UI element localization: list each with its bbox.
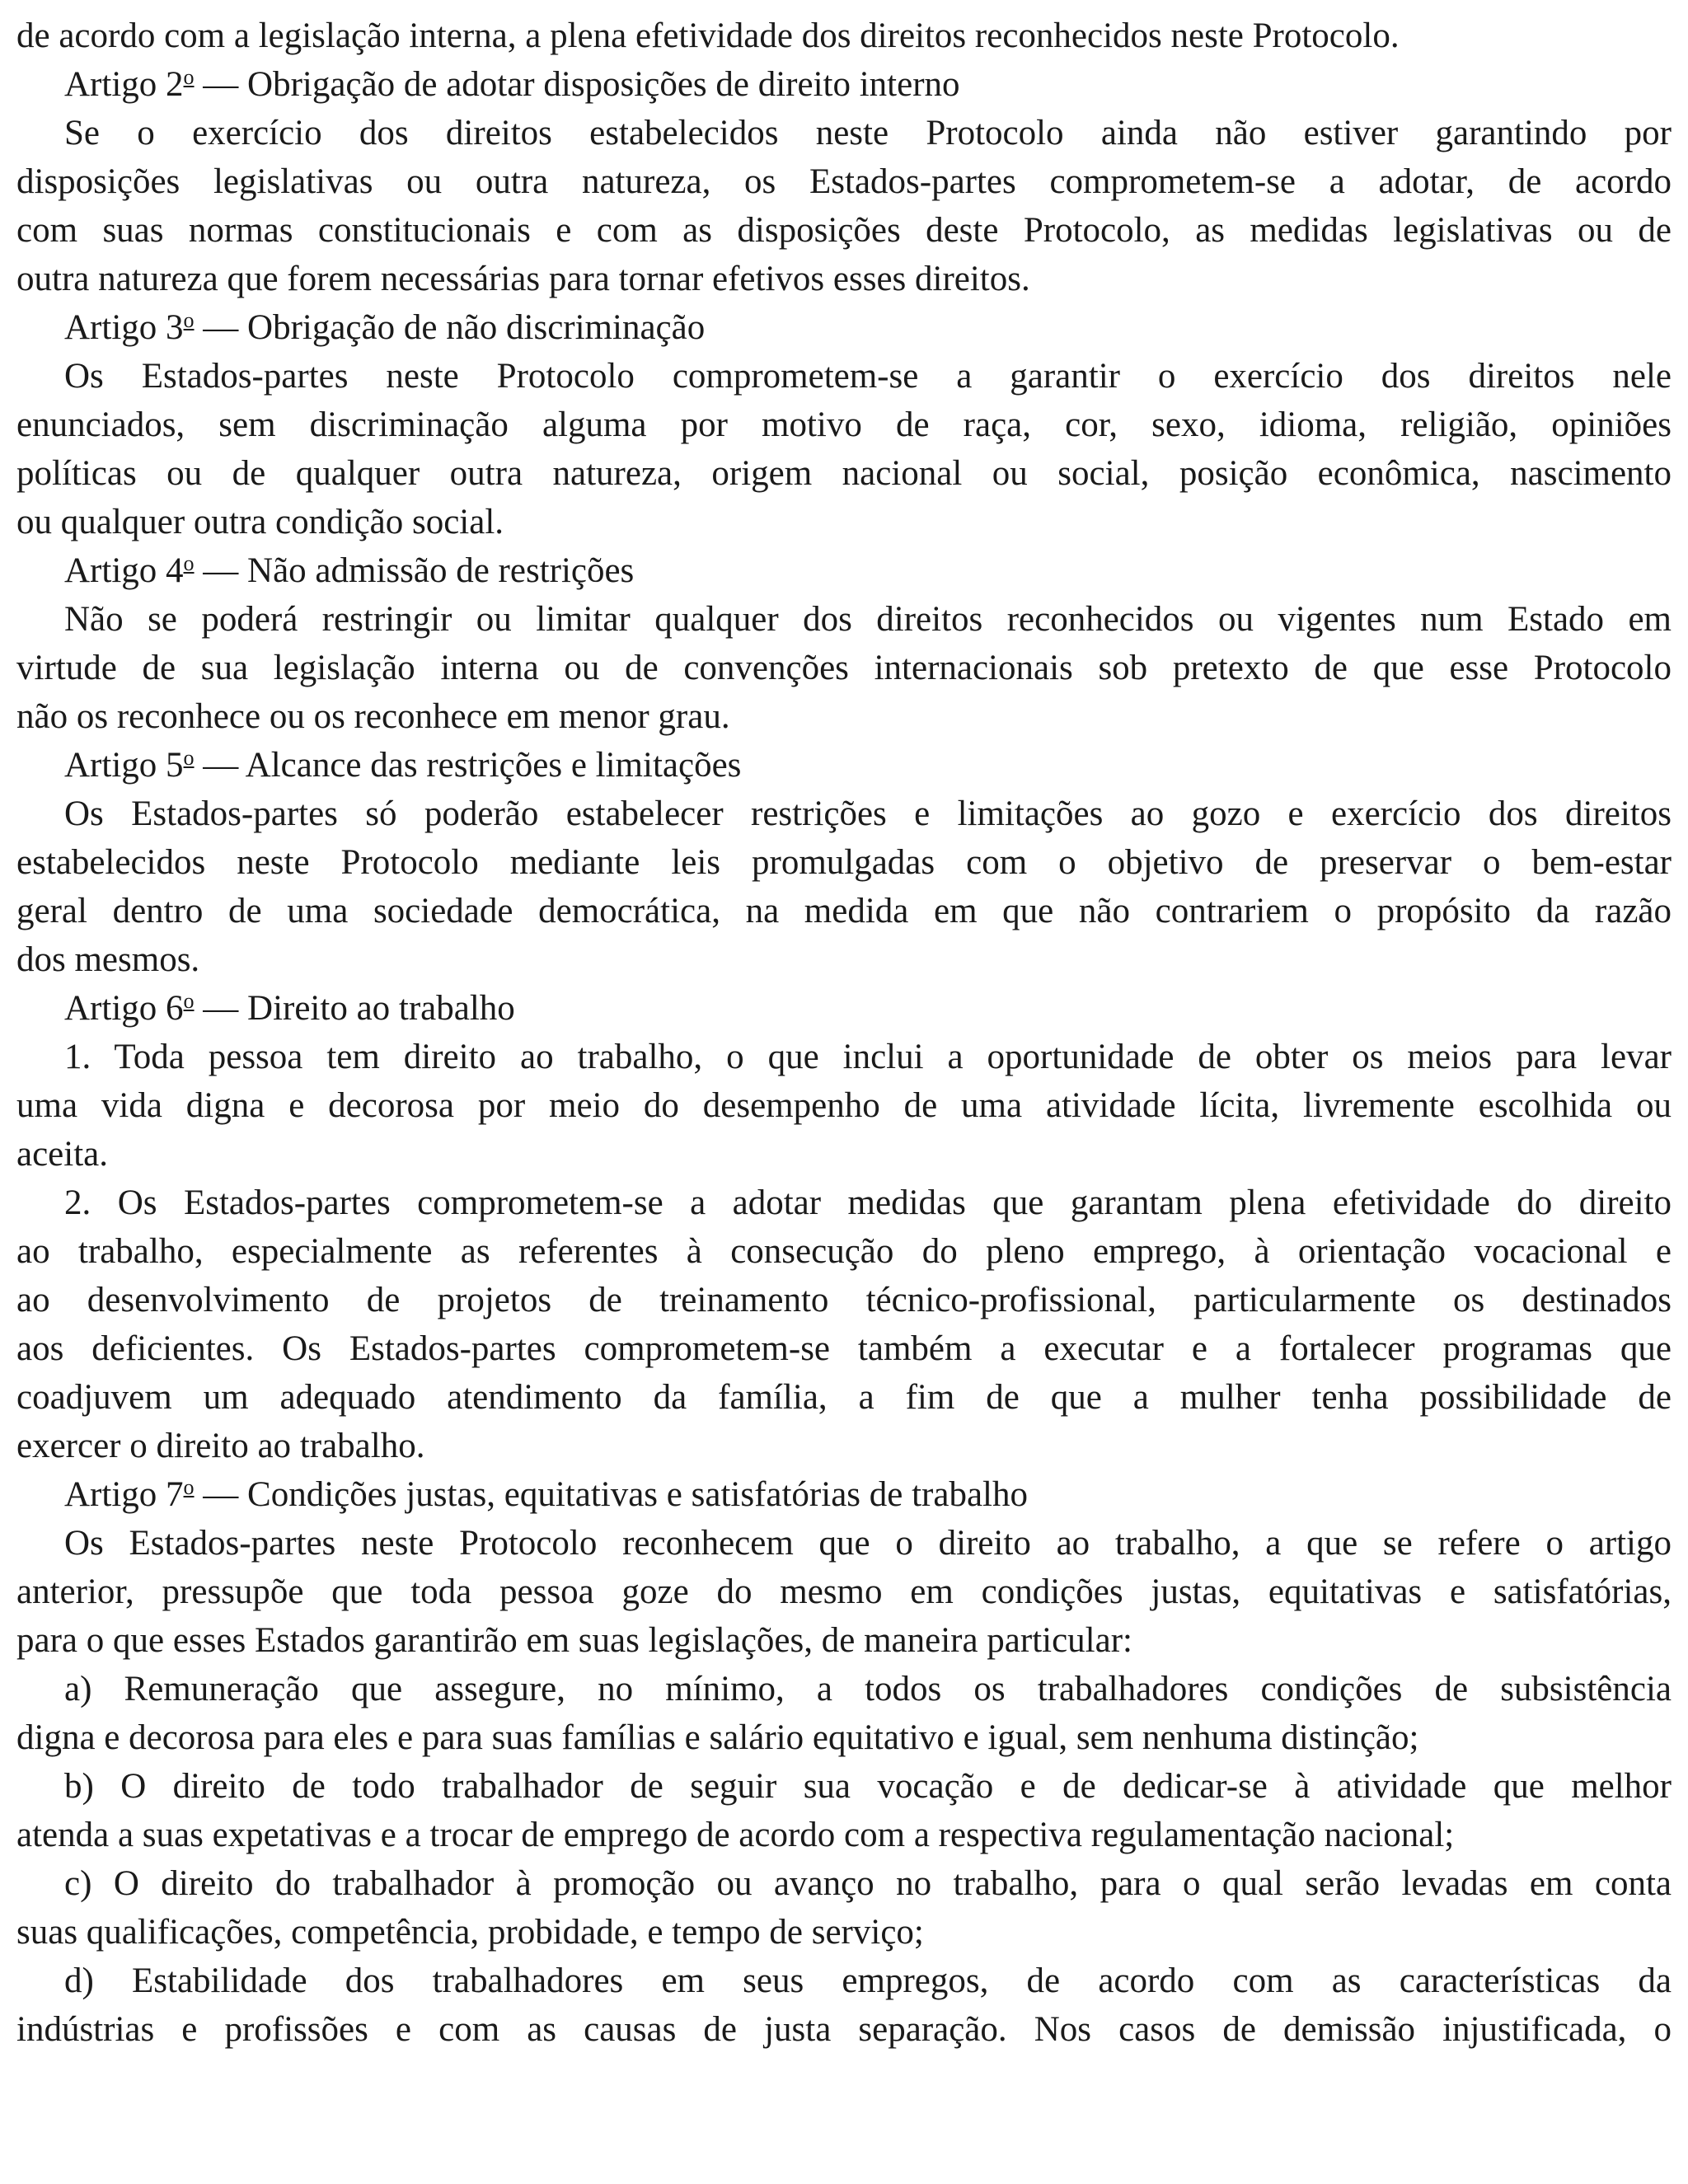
text-line: exercer o direito ao trabalho. [16,1427,425,1465]
article-paragraph [16,790,1672,984]
article-number: Artigo 7 [64,1475,184,1514]
article-paragraph [16,1033,1672,1179]
article-number: Artigo 6 [64,989,184,1028]
text-line: a) Remuneração que assegure, no mínimo, a todos os trabalhadores condições de subsistência [64,1670,1672,1708]
text-line: coadjuvem um adequado atendimento da família, a fim de que a mulher tenha possibilidade de [16,1378,1672,1417]
article-paragraph [16,1762,1672,1859]
text-line: outra natureza que forem necessárias para tornar efetivos esses direitos. [16,260,1030,298]
articles-container [16,60,1672,2054]
text-line: Os Estados-partes neste Protocolo reconhecem que o direito ao trabalho, a que se refere o artigo [64,1524,1672,1563]
article-title: — Não admissão de restrições [194,551,635,590]
article-section [16,984,1672,1470]
text-line: estabelecidos neste Protocolo mediante leis promulgadas com o objetivo de preservar o bem-estar [16,843,1672,882]
article-title: — Obrigação de adotar disposições de direito interno [194,65,960,104]
article-heading [16,741,1672,790]
ordinal-indicator: o [183,989,195,1013]
text-line: digna e decorosa para eles e para suas famílias e salário equitativo e igual, sem nenhuma distinção; [16,1718,1419,1757]
text-line: Não se poderá restringir ou limitar qualquer dos direitos reconhecidos ou vigentes num Estado em [64,600,1672,639]
article-number: Artigo 5 [64,746,184,785]
text-line: indústrias e profissões e com as causas de justa separação. Nos casos de demissão injustificada, o [16,2010,1672,2049]
text-line: suas qualificações, competência, probidade, e tempo de serviço; [16,1913,924,1952]
text-line: aos deficientes. Os Estados-partes comprometem-se também a executar e a fortalecer programas que [16,1329,1672,1368]
article-number: Artigo 2 [64,65,184,104]
text-line: 1. Toda pessoa tem direito ao trabalho, o que inclui a oportunidade de obter os meios para levar [64,1038,1672,1076]
ordinal-indicator: o [183,308,195,332]
article-title: — Alcance das restrições e limitações [194,746,742,785]
text-line: Os Estados-partes neste Protocolo comprometem-se a garantir o exercício dos direitos nele [64,357,1672,396]
text-line: aceita. [16,1135,108,1174]
article-paragraph [16,1859,1672,1957]
article-section [16,1470,1672,2054]
text-line: políticas ou de qualquer outra natureza, origem nacional ou social, posição econômica, nascimento [16,454,1672,493]
article-title: — Obrigação de não discriminação [194,308,706,347]
ordinal-indicator: o [183,746,195,770]
article-heading [16,546,1672,595]
article-section [16,546,1672,741]
text-line: uma vida digna e decorosa por meio do desempenho de uma atividade lícita, livremente escolhida ou [16,1086,1672,1125]
continuation-paragraph [16,12,1672,60]
text-line: virtude de sua legislação interna ou de convenções internacionais sob pretexto de que esse Protocolo [16,649,1672,687]
article-paragraph [16,352,1672,546]
article-title: — Condições justas, equitativas e satisfatórias de trabalho [194,1475,1028,1514]
text-line: b) O direito de todo trabalhador de seguir sua vocação e de dedicar-se à atividade que melhor [64,1767,1672,1806]
article-paragraph [16,1519,1672,1665]
article-paragraph [16,1957,1672,2054]
article-paragraph [16,109,1672,303]
article-heading [16,303,1672,352]
text-line: para o que esses Estados garantirão em suas legislações, de maneira particular: [16,1621,1132,1660]
ordinal-indicator: o [183,1475,195,1499]
text-line: dos mesmos. [16,940,200,979]
text-line: ao desenvolvimento de projetos de treinamento técnico-profissional, particularmente os destinados [16,1281,1672,1319]
text-line: enunciados, sem discriminação alguma por motivo de raça, cor, sexo, idioma, religião, opiniões [16,405,1672,444]
text-line: Os Estados-partes só poderão estabelecer restrições e limitações ao gozo e exercício dos direitos [64,794,1672,833]
ordinal-indicator: o [183,551,195,575]
article-section [16,60,1672,303]
article-number: Artigo 3 [64,308,184,347]
text-line: d) Estabilidade dos trabalhadores em seus empregos, de acordo com as características da [64,1961,1672,2000]
text-line: c) O direito do trabalhador à promoção ou avanço no trabalho, para o qual serão levadas em conta [64,1864,1672,1903]
article-section [16,303,1672,546]
article-heading [16,984,1672,1033]
article-paragraph [16,595,1672,741]
article-heading [16,1470,1672,1519]
article-section [16,741,1672,984]
text-line: ou qualquer outra condição social. [16,503,504,541]
article-paragraph [16,1179,1672,1470]
text-line: com suas normas constitucionais e com as disposições deste Protocolo, as medidas legislativas ou de [16,211,1672,250]
text-line: anterior, pressupõe que toda pessoa goze do mesmo em condições justas, equitativas e satisfatórias, [16,1572,1672,1611]
article-title: — Direito ao trabalho [194,989,515,1028]
text-line: 2. Os Estados-partes comprometem-se a adotar medidas que garantam plena efetividade do direito [64,1183,1672,1222]
text-line: de acordo com a legislação interna, a plena efetividade dos direitos reconhecidos neste Protocolo. [16,16,1400,55]
ordinal-indicator: o [183,65,195,89]
text-line: Se o exercício dos direitos estabelecidos neste Protocolo ainda não estiver garantindo por [64,114,1672,152]
article-number: Artigo 4 [64,551,184,590]
text-line: atenda a suas expetativas e a trocar de emprego de acordo com a respectiva regulamentação nacional; [16,1816,1455,1854]
article-paragraph [16,1665,1672,1762]
text-line: ao trabalho, especialmente as referentes à consecução do pleno emprego, à orientação vocacional e [16,1232,1672,1271]
text-line: geral dentro de uma sociedade democrática, na medida em que não contrariem o propósito da razão [16,892,1672,930]
text-line: disposições legislativas ou outra natureza, os Estados-partes comprometem-se a adotar, de acordo [16,162,1672,201]
text-line: não os reconhece ou os reconhece em menor grau. [16,697,730,736]
article-heading [16,60,1672,109]
